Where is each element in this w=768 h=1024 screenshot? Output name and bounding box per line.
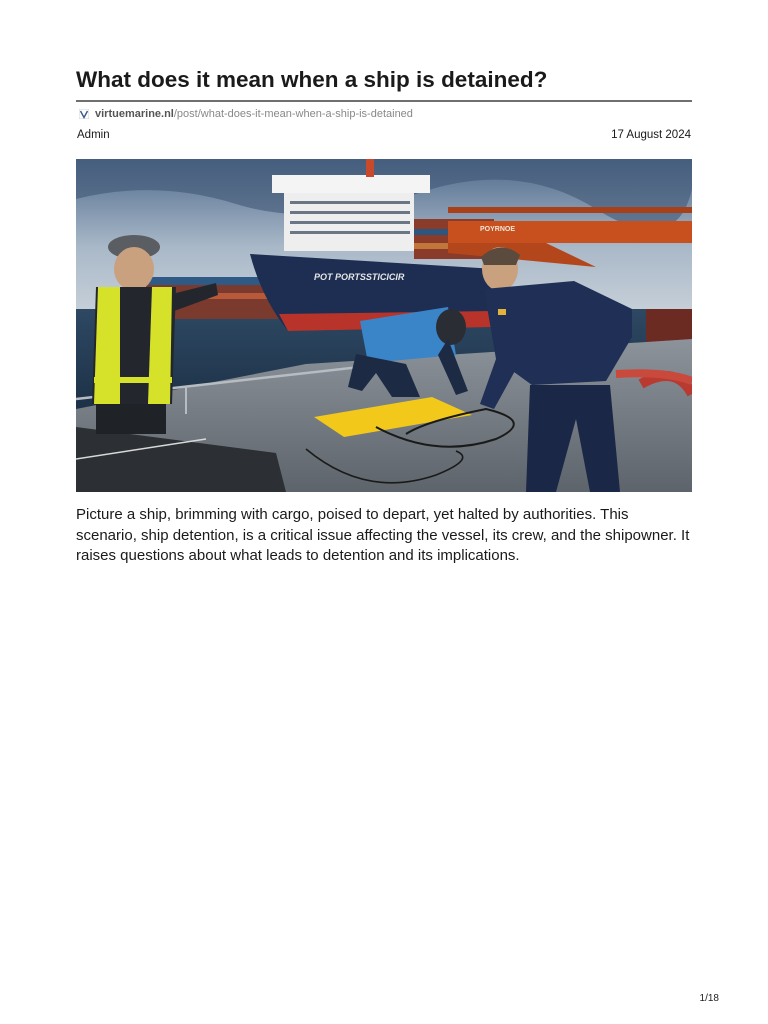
source-link[interactable] <box>79 107 413 121</box>
source-domain[interactable]: virtuemarine.nl <box>95 108 174 120</box>
title-divider <box>76 100 692 102</box>
article-meta <box>77 129 691 141</box>
publish-date: 17 August 2024 <box>611 129 691 141</box>
hero-image <box>76 159 692 492</box>
virtuemarine-favicon-icon <box>79 109 89 119</box>
article-title: What does it mean when a ship is detained? <box>76 67 548 92</box>
author-name: Admin <box>77 129 110 141</box>
crane-text: POYRNOE <box>480 226 516 233</box>
page-indicator: 1/18 <box>699 993 719 1004</box>
article-body-paragraph: Picture a ship, brimming with cargo, poised to depart, yet halted by authorities. This scenario, ship detention, is a critical issue affecting the vessel, its crew, and the shipowner. It raises questions about what leads to detention and its implications. <box>76 506 690 564</box>
source-path[interactable]: /post/what-does-it-mean-when-a-ship-is-detained <box>173 108 413 120</box>
ship-hull-text: POT PORTSSTICICIR <box>314 272 405 282</box>
